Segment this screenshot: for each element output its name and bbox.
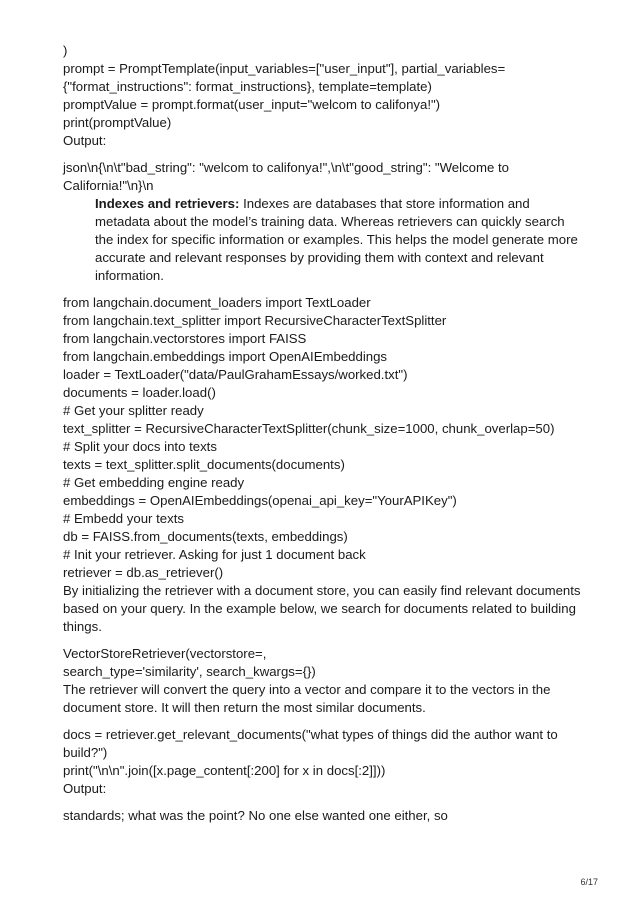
text-line: accurate and relevant responses by providing them with context and relevant xyxy=(95,250,544,265)
text-line: Output: xyxy=(63,781,107,796)
text-line: retriever = db.as_retriever() xyxy=(63,565,224,580)
code-block-prompt xyxy=(63,42,583,150)
text-line: By initializing the retriever with a document store, you can easily find relevant documents xyxy=(63,583,581,598)
text-line: information. xyxy=(95,268,164,283)
text-line: document store. It will then return the most similar documents. xyxy=(63,700,426,715)
text-line: search_type='similarity', search_kwargs={}) xyxy=(63,664,316,679)
text-line: Output: xyxy=(63,133,107,148)
indexes-heading: Indexes and retrievers: xyxy=(95,196,240,211)
text-line: from langchain.text_splitter import RecursiveCharacterTextSplitter xyxy=(63,313,447,328)
text-line: prompt = PromptTemplate(input_variables=["user_input"], partial_variables= xyxy=(63,61,506,76)
text-line: # Get embedding engine ready xyxy=(63,475,245,490)
text-line: from langchain.document_loaders import TextLoader xyxy=(63,295,371,310)
text-line: standards; what was the point? No one else wanted one either, so xyxy=(63,808,448,823)
text-line: print("\n\n".join([x.page_content[:200] for x in docs[:2]])) xyxy=(63,763,386,778)
text-line: # Get your splitter ready xyxy=(63,403,204,418)
text-line: # Init your retriever. Asking for just 1 document back xyxy=(63,547,366,562)
code-block-retriever xyxy=(63,294,583,636)
text-line: embeddings = OpenAIEmbeddings(openai_api_key="YourAPIKey") xyxy=(63,493,457,508)
text-line: build?") xyxy=(63,745,108,760)
indexes-paragraph xyxy=(63,195,583,285)
text-line: ) xyxy=(63,43,68,58)
page-number: 6/17 xyxy=(580,877,598,887)
output-block-json xyxy=(63,159,583,195)
text-line: promptValue = prompt.format(user_input="welcom to califonya!") xyxy=(63,97,441,112)
text-line: from langchain.embeddings import OpenAIEmbeddings xyxy=(63,349,388,364)
text-line: texts = text_splitter.split_documents(documents) xyxy=(63,457,345,472)
text-line: the index for specific information or examples. This helps the model generate more xyxy=(95,232,578,247)
text-line: json\n{\n\t"bad_string": "welcom to califonya!",\n\t"good_string": "Welcome to xyxy=(63,160,509,175)
text-line: text_splitter = RecursiveCharacterTextSplitter(chunk_size=1000, chunk_overlap=50) xyxy=(63,421,555,436)
text-line: # Embedd your texts xyxy=(63,511,184,526)
text-line: based on your query. In the example below, we search for documents related to building xyxy=(63,601,576,616)
text-line: loader = TextLoader("data/PaulGrahamEssays/worked.txt") xyxy=(63,367,408,382)
text-line: The retriever will convert the query into a vector and compare it to the vectors in the xyxy=(63,682,551,697)
document-page xyxy=(63,42,583,825)
text-line: {"format_instructions": format_instructions}, template=template) xyxy=(63,79,432,94)
code-block-docs xyxy=(63,726,583,798)
text-line: from langchain.vectorstores import FAISS xyxy=(63,331,307,346)
text-line: documents = loader.load() xyxy=(63,385,216,400)
text-line: docs = retriever.get_relevant_documents("what types of things did the author want to xyxy=(63,727,558,742)
text-line: VectorStoreRetriever(vectorstore=, xyxy=(63,646,267,661)
text-line: California!"\n}\n xyxy=(63,178,154,193)
indexes-first-line: Indexes are databases that store information and xyxy=(239,196,530,211)
output-block-text xyxy=(63,807,583,825)
text-line: things. xyxy=(63,619,102,634)
text-line: db = FAISS.from_documents(texts, embeddings) xyxy=(63,529,348,544)
text-line: # Split your docs into texts xyxy=(63,439,217,454)
text-line: metadata about the model’s training data. Whereas retrievers can quickly search xyxy=(95,214,565,229)
text-line: print(promptValue) xyxy=(63,115,172,130)
text-line xyxy=(95,195,583,213)
code-block-vectorstore xyxy=(63,645,583,717)
